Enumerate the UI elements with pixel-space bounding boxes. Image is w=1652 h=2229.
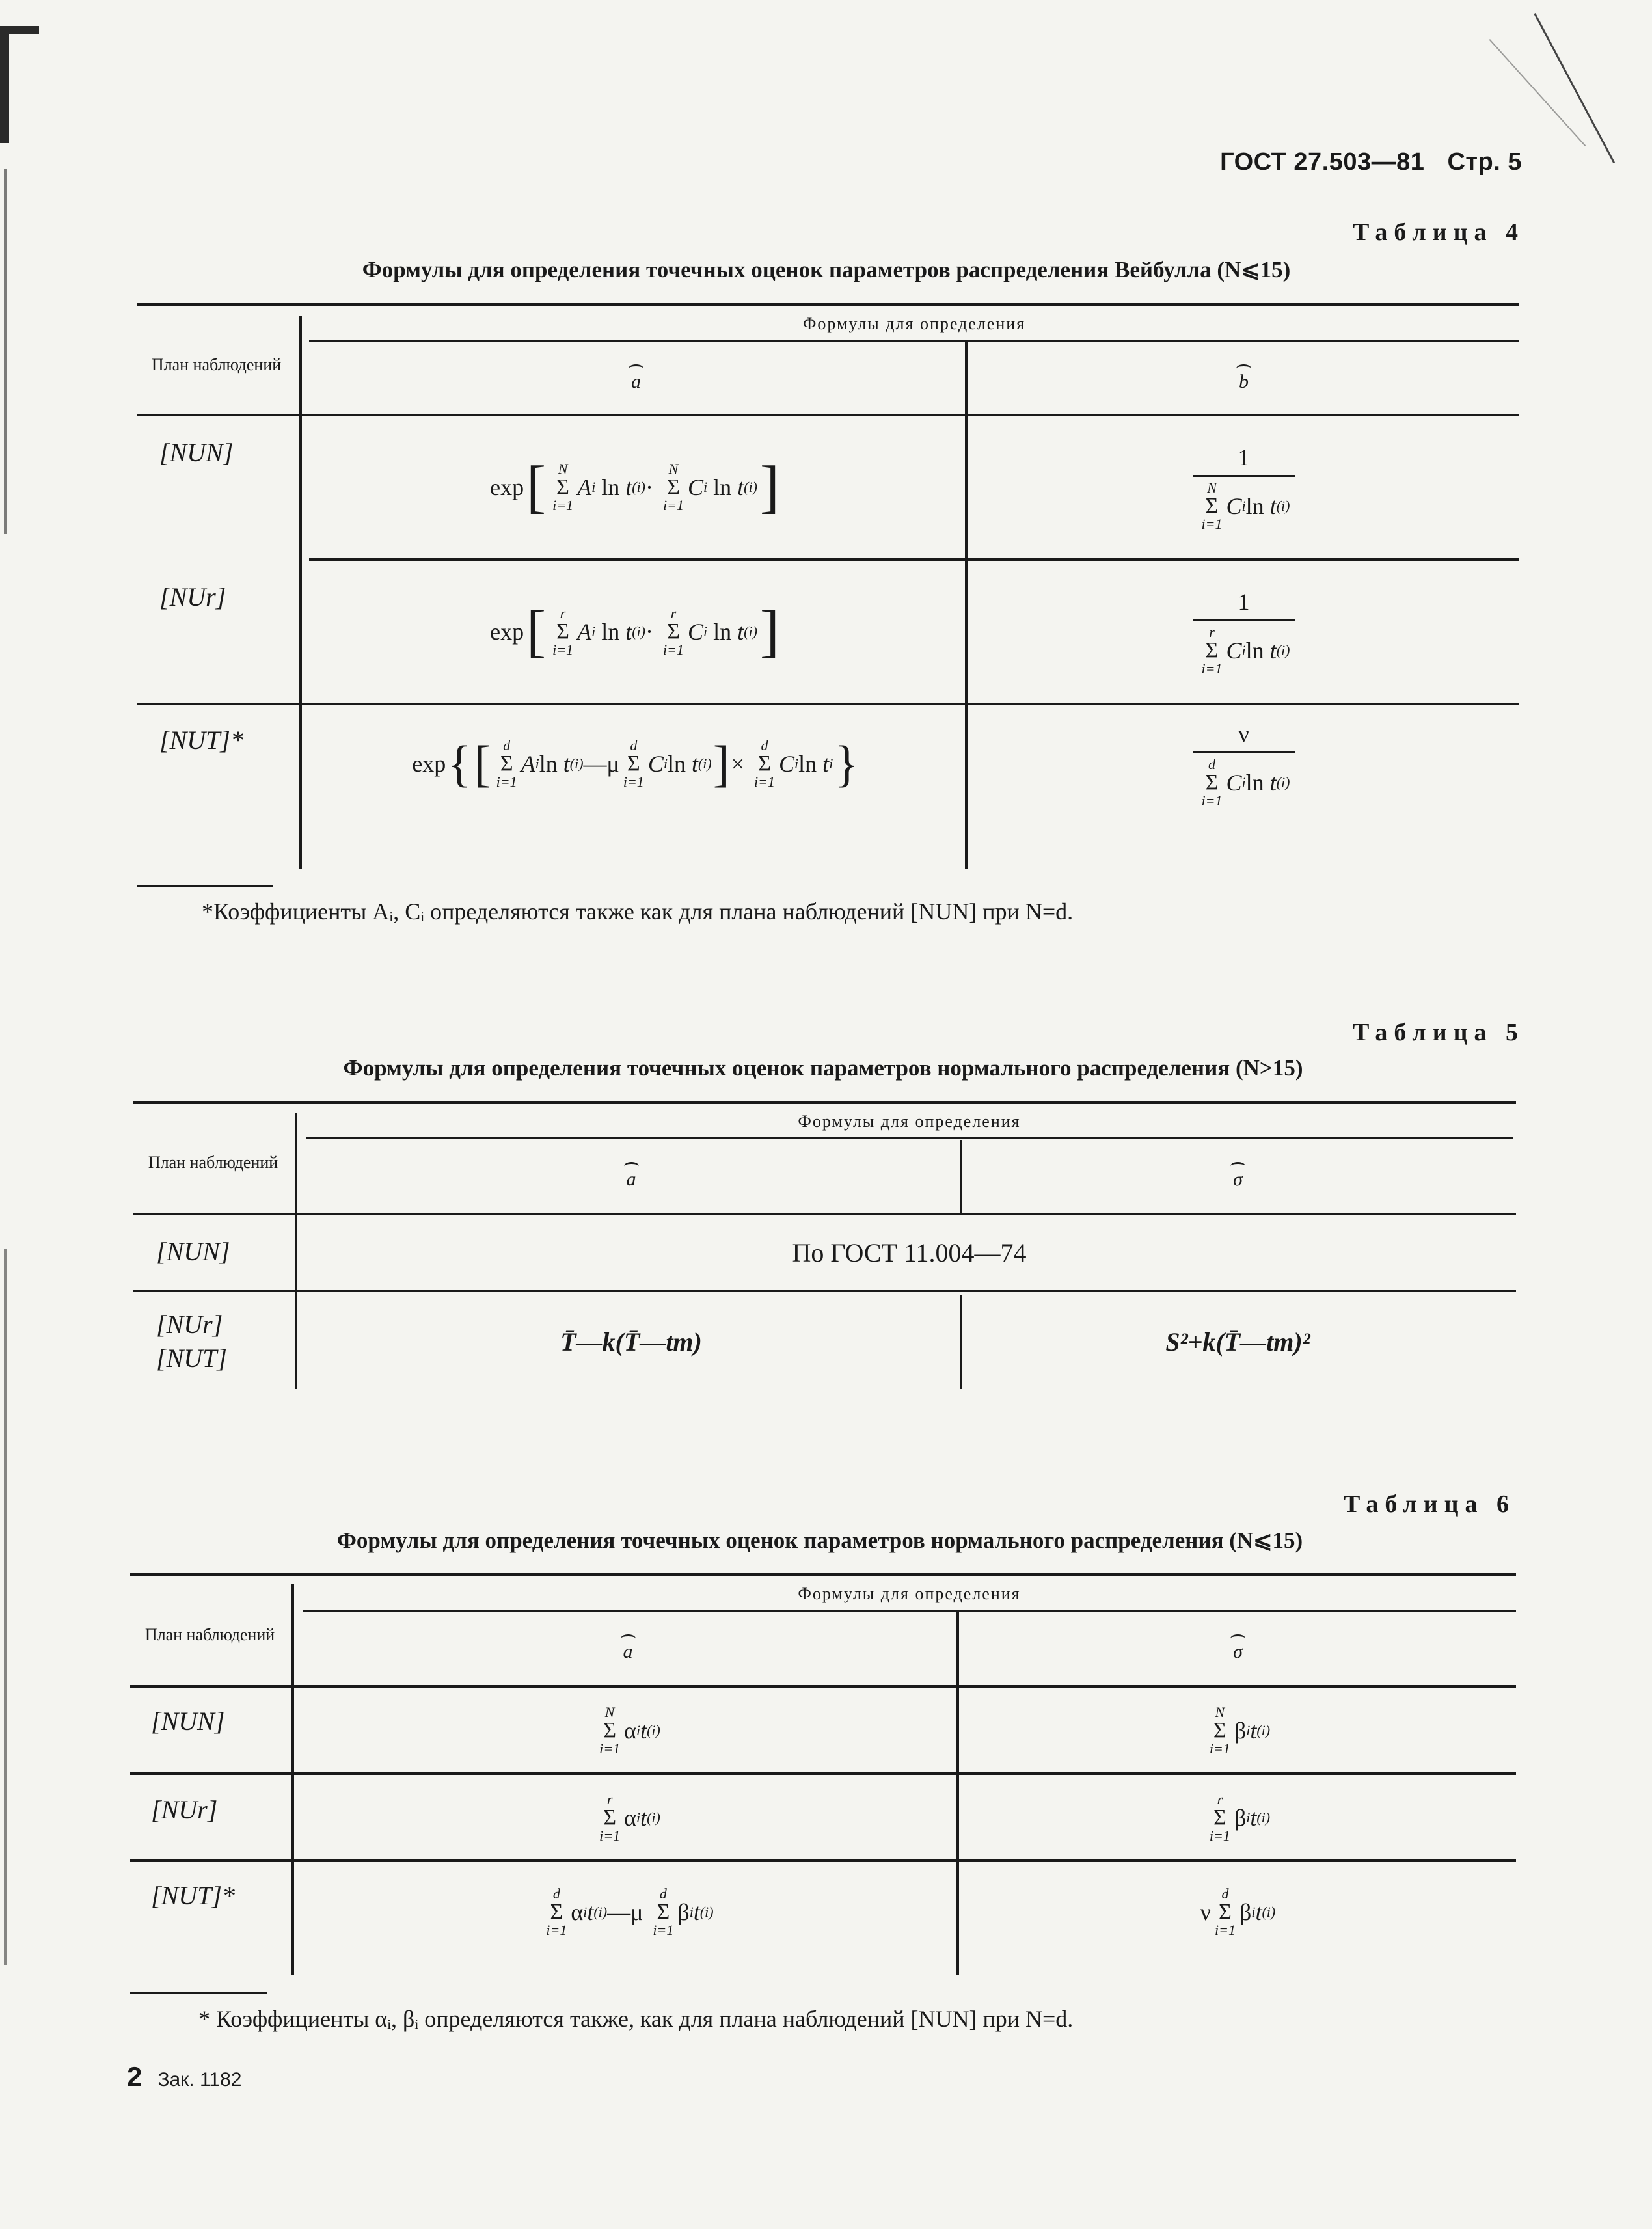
plan-nut: [NUT]	[156, 1344, 227, 1373]
table6-formula-a-nur: r Σ i=1 α i t (i)	[599, 1791, 660, 1844]
table5-plan-nun: [NUN]	[156, 1237, 230, 1266]
table6-plan-divider	[291, 1584, 294, 1975]
table6-footnote-rule	[130, 1992, 267, 1994]
table6-top-rule	[130, 1573, 1516, 1576]
table4-top-rule	[137, 303, 1519, 306]
table4-formulas-header: Формулы для определения	[802, 314, 1026, 333]
table5-span-rule	[306, 1137, 1513, 1139]
table6-formula-sigma-nur: r Σ i=1 β i t (i)	[1209, 1791, 1271, 1844]
running-header	[1220, 148, 1522, 176]
standard-number: ГОСТ 27.503—81	[1220, 148, 1425, 176]
table6-plan-header: План наблюдений	[144, 1625, 275, 1645]
table6-title: Формулы для определения точечных оценок параметров нормального распределения (N⩽15)	[336, 1528, 1303, 1553]
table5-plan-divider	[295, 1113, 297, 1389]
table4-col-divider	[965, 342, 968, 869]
table4-footnote-rule	[137, 885, 273, 887]
table5-col-divider	[960, 1295, 962, 1389]
table6-span-rule	[303, 1610, 1516, 1612]
table4-formula-b-nur: 1 r Σ i=1 C i ln t (i)	[968, 561, 1519, 703]
table5-merged-gost: По ГОСТ 11.004—74	[792, 1237, 1027, 1267]
a-hat-symbol: a	[627, 1162, 636, 1191]
table4-plan-nut: [NUT]*	[159, 725, 243, 755]
scan-scratch	[1489, 39, 1586, 146]
table6-plan-nur: [NUr]	[151, 1795, 218, 1824]
table5-col-divider	[960, 1140, 962, 1213]
table5-head-rule	[133, 1213, 1516, 1215]
table6-label: Таблица 6	[1343, 1491, 1515, 1518]
table5-plan-header: План наблюдений	[148, 1153, 278, 1172]
table5-header-a	[306, 1140, 956, 1213]
table4-span-rule	[309, 340, 1519, 342]
table5-formula-a: T̄—k(T̄—tm)	[560, 1327, 702, 1357]
a-hat-symbol: a	[631, 364, 641, 393]
table5-header-sigma	[963, 1140, 1513, 1213]
table6-footnote: * Коэффициенты αᵢ, βᵢ определяются также, как для плана наблюдений [NUN] при N=d.	[198, 2006, 1074, 2032]
table4-formula-a-nut: exp { [ d Σ i=1 A i ln t (i) —μ d Σ i=1 C i ln t (i) ] × d Σ i=1 C i ln t i }	[412, 735, 859, 792]
page-footer	[127, 2061, 241, 2092]
footer-order: Зак. 1182	[157, 2069, 242, 2090]
table4-plan-nun: [NUN]	[159, 438, 234, 467]
scan-edge-mark	[0, 26, 39, 34]
a-hat-symbol: a	[623, 1634, 633, 1663]
table6-head-rule	[130, 1685, 1516, 1688]
table5-formulas-header: Формулы для определения	[798, 1112, 1021, 1131]
scan-edge-mark	[4, 1249, 7, 1965]
table4-plan-header: План наблюдений	[151, 355, 282, 375]
scan-scratch	[1534, 13, 1615, 163]
scan-edge-mark	[0, 26, 9, 143]
b-hat-symbol: b	[1239, 364, 1249, 393]
table6-row-rule	[130, 1772, 1516, 1775]
table4-header-a	[309, 344, 963, 414]
plan-nur: [NUr]	[156, 1310, 223, 1339]
table5-formula-sigma: S²+k(T̄—tm)²	[1165, 1327, 1310, 1357]
table6-formula-a-nun: N Σ i=1 α i t (i)	[599, 1704, 660, 1757]
table4-plan-divider	[299, 316, 302, 869]
scan-edge-mark	[4, 169, 7, 534]
table6-plan-nut: [NUT]*	[151, 1881, 235, 1910]
table4-formula-b-nut: ν d Σ i=1 C i ln t (i)	[968, 705, 1519, 822]
sigma-hat-symbol: σ	[1233, 1162, 1243, 1191]
table6-row-rule	[130, 1859, 1516, 1862]
table4-formula-a-nur: exp [ r Σ i=1 A i ln t (i) · r Σ i=1 C i ln t (i) ]	[490, 599, 779, 664]
footer-page-number: 2	[127, 2061, 142, 2092]
table6-plan-nun: [NUN]	[151, 1707, 225, 1736]
table5-title: Формулы для определения точечных оценок параметров нормального распределения (N>15)	[343, 1055, 1303, 1081]
table4-title: Формулы для определения точечных оценок параметров распределения Вейбулла (N⩽15)	[362, 257, 1291, 282]
table6-col-divider	[956, 1612, 959, 1975]
table5-top-rule	[133, 1101, 1516, 1104]
table5-label: Таблица 5	[1352, 1019, 1524, 1046]
table6-formula-sigma-nun: N Σ i=1 β i t (i)	[1209, 1704, 1271, 1757]
table4-formula-a-nun: exp [ N Σ i=1 A i ln t (i) · N Σ i=1 C i ln t (i) ]	[490, 455, 779, 519]
table6-header-sigma	[960, 1612, 1516, 1685]
sigma-hat-symbol: σ	[1233, 1634, 1243, 1663]
table4-formula-b-nun: 1 N Σ i=1 C i ln t (i)	[968, 416, 1519, 558]
table6-formulas-header: Формулы для определения	[798, 1584, 1021, 1603]
table6-header-a	[303, 1612, 953, 1685]
table4-label: Таблица 4	[1352, 219, 1524, 246]
table5-row-rule	[133, 1290, 1516, 1292]
table6-formula-sigma-nut: ν d Σ i=1 β i t (i)	[1200, 1885, 1276, 1938]
table6-formula-a-nut: d Σ i=1 α i t (i) —μ d Σ i=1 β i t (i)	[546, 1885, 714, 1938]
table4-footnote: *Коэффициенты Aᵢ, Cᵢ определяются также как для плана наблюдений [NUN] при N=d.	[202, 898, 1074, 925]
page-label: Стр. 5	[1447, 148, 1522, 176]
table4-plan-nur: [NUr]	[159, 582, 226, 612]
table5-plan-nur-nut	[156, 1308, 227, 1375]
table4-header-b	[968, 344, 1519, 414]
